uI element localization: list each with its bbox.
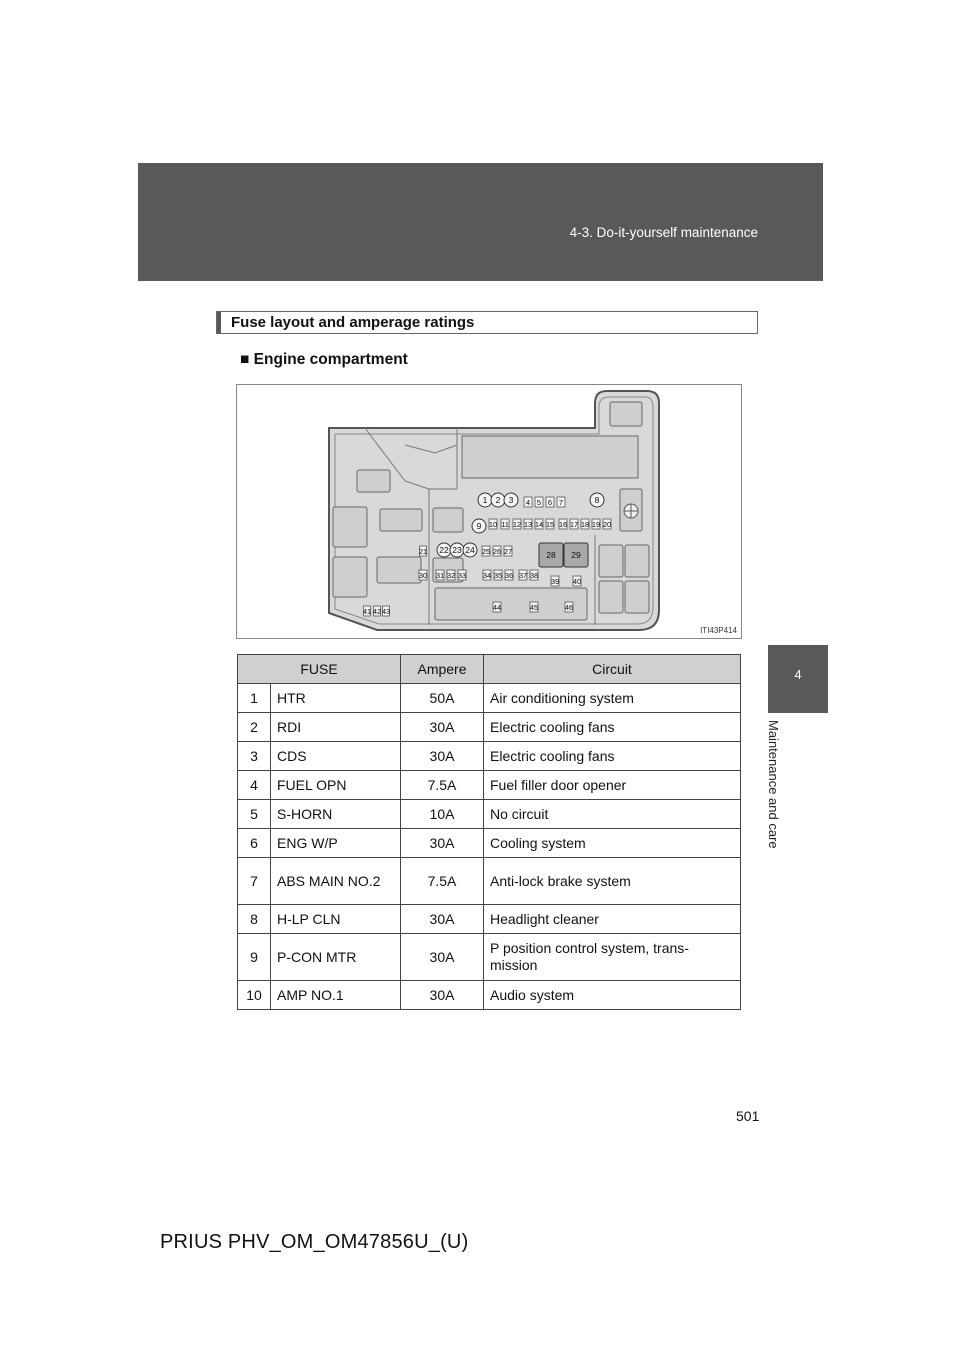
fuse-ampere: 50A [401,684,484,713]
fuse-slot-35 [494,570,502,580]
fuse-slot-1 [478,493,492,507]
table-row [238,934,741,981]
fuse-ampere: 7.5A [401,771,484,800]
fuse-slot-25 [482,546,490,556]
fuse-slot-label: 10 [488,520,498,529]
fuse-number: 8 [238,905,271,934]
fuse-slot-14 [535,519,543,529]
fuse-number: 7 [238,858,271,905]
page-number: 501 [736,1108,760,1124]
fuse-slot-5 [535,497,543,507]
fuse-slot-label: 7 [558,498,564,507]
fuse-slot-label: 16 [558,520,568,529]
relay-block [462,436,638,478]
fuse-slot-label: 1 [482,495,488,505]
table-row [238,771,741,800]
fuse-slot-label: 32 [446,571,456,580]
fuse-box-diagram [236,384,742,639]
fuse-slot-label: 6 [547,498,553,507]
relay-block [610,402,642,426]
fuse-slot-13 [524,519,532,529]
fuse-slot-label: 9 [476,521,482,531]
fuse-slot-30 [419,570,427,580]
chapter-label [766,720,796,870]
fuse-number: 3 [238,742,271,771]
fuse-name: ENG W/P [271,829,401,858]
table-row [238,713,741,742]
fuse-ampere: 10A [401,800,484,829]
fuse-slot-label: 23 [452,545,462,555]
fuse-number: 10 [238,981,271,1010]
heading-accent-bar [217,312,221,333]
fuse-circuit: Electric cooling fans [484,742,741,771]
fuse-slot-label: 15 [545,520,555,529]
fuse-slot-label: 8 [594,495,600,505]
fuse-slot-26 [493,546,501,556]
fuse-slot-44 [493,602,501,612]
header-circuit: Circuit [484,655,741,684]
fuse-number: 1 [238,684,271,713]
section-heading [216,311,758,334]
table-header-row [238,655,741,684]
subheading: ■ Engine compartment [240,351,408,368]
relay-block [625,545,649,577]
fuse-slot-label: 46 [564,603,574,612]
fuse-slot-label: 24 [465,545,475,555]
chapter-number: 4 [794,667,802,682]
fuse-table [237,654,741,1010]
relay-block [380,509,422,531]
fuse-slot-19 [592,519,600,529]
fuse-slot-label: 21 [418,547,428,556]
chapter-tab [768,645,828,713]
fuse-slot-label: 18 [580,520,590,529]
fuse-slot-4 [524,497,532,507]
fuse-slot-label: 28 [546,550,556,560]
fuse-name: FUEL OPN [271,771,401,800]
chapter-label-text: Maintenance and care [766,720,781,849]
relay-block [333,557,367,597]
fuse-slot-label: 13 [523,520,533,529]
fuse-ampere: 30A [401,981,484,1010]
relay-block [333,507,367,547]
fuse-slot-label: 25 [481,547,491,556]
relay-block [625,581,649,613]
fuse-name: AMP NO.1 [271,981,401,1010]
fuse-slot-23 [450,543,464,557]
table-row [238,858,741,905]
fuse-slot-45 [530,602,538,612]
fuse-ampere: 7.5A [401,858,484,905]
fuse-circuit: Audio system [484,981,741,1010]
fuse-slot-37 [519,570,527,580]
footer-model-code: PRIUS PHV_OM_OM47856U_(U) [160,1231,469,1253]
fuse-slot-label: 29 [571,550,581,560]
fuse-name: HTR [271,684,401,713]
section-title: 4-3. Do-it-yourself maintenance [569,225,758,240]
table-row [238,800,741,829]
fuse-slot-11 [501,519,509,529]
fuse-ampere: 30A [401,713,484,742]
fuse-circuit: Cooling system [484,829,741,858]
fuse-name: ABS MAIN NO.2 [271,858,401,905]
fuse-slot-41 [363,606,371,616]
fuse-slot-label: 41 [362,607,372,616]
fuse-slot-label: 5 [536,498,542,507]
fuse-slot-label: 45 [529,603,539,612]
fuse-slot-18 [581,519,589,529]
fuse-slot-label: 19 [591,520,601,529]
fuse-slot-32 [447,570,455,580]
fuse-circuit: P position control system, trans-mission [484,934,741,981]
fuse-slot-24 [463,543,477,557]
fuse-slot-29 [564,543,588,567]
header-band [138,163,823,281]
fuse-slot-34 [483,570,491,580]
fuse-slot-label: 2 [495,495,501,505]
fuse-slot-label: 22 [439,545,449,555]
fuse-slot-label: 17 [569,520,579,529]
fuse-slot-27 [504,546,512,556]
fuse-slot-label: 42 [372,607,382,616]
fuse-slot-17 [570,519,578,529]
fuse-slot-31 [436,570,444,580]
fuse-slot-15 [546,519,554,529]
fuse-circuit: Anti-lock brake system [484,858,741,905]
fuse-slot-label: 20 [602,520,612,529]
fuse-number: 4 [238,771,271,800]
fuse-slot-label: 12 [512,520,522,529]
fuse-slot-20 [603,519,611,529]
fuse-name: RDI [271,713,401,742]
fuse-slot-16 [559,519,567,529]
fuse-slot-label: 3 [508,495,514,505]
fuse-slot-10 [489,519,497,529]
relay-block [377,557,421,583]
fuse-slot-8 [590,493,604,507]
fuse-ampere: 30A [401,905,484,934]
fuse-slot-22 [437,543,451,557]
fuse-slot-label: 40 [572,577,582,586]
fuse-slot-label: 34 [482,571,492,580]
fuse-slot-label: 37 [518,571,528,580]
fuse-slot-21 [419,546,427,556]
fuse-slot-label: 26 [492,547,502,556]
fuse-name: S-HORN [271,800,401,829]
fuse-slot-36 [505,570,513,580]
header-fuse: FUSE [238,655,401,684]
relay-block [357,470,390,492]
fuse-slot-label: 35 [493,571,503,580]
fuse-circuit: Electric cooling fans [484,713,741,742]
fuse-slot-label: 38 [529,571,539,580]
fuse-slot-33 [458,570,466,580]
fuse-slot-label: 31 [435,571,445,580]
fuse-ampere: 30A [401,829,484,858]
fuse-slot-label: 43 [381,607,391,616]
fuse-slot-label: 30 [418,571,428,580]
fuse-ampere: 30A [401,934,484,981]
fuse-circuit: Fuel filler door opener [484,771,741,800]
fuse-circuit: No circuit [484,800,741,829]
fuse-slot-label: 27 [503,547,513,556]
fuse-slot-42 [373,606,381,616]
relay-block [599,545,623,577]
fuse-name: CDS [271,742,401,771]
fuse-slot-3 [504,493,518,507]
fuse-slot-label: 39 [550,577,560,586]
fuse-slot-12 [513,519,521,529]
fuse-slot-label: 11 [501,520,509,529]
table-row [238,829,741,858]
figure-code: ITI43P414 [700,626,737,635]
fuse-slot-6 [546,497,554,507]
fuse-circuit: Headlight cleaner [484,905,741,934]
fuse-number: 9 [238,934,271,981]
fuse-slot-39 [551,576,559,586]
relay-block [433,508,463,532]
fuse-slot-40 [573,576,581,586]
relay-block [599,581,623,613]
fuse-slot-38 [530,570,538,580]
fuse-slot-label: 36 [504,571,514,580]
section-heading-text: Fuse layout and amperage ratings [231,314,475,331]
fuse-name: P-CON MTR [271,934,401,981]
fuse-slot-label: 44 [492,603,502,612]
header-ampere: Ampere [401,655,484,684]
fuse-circuit: Air conditioning system [484,684,741,713]
fuse-box-illustration [237,385,741,638]
fuse-slot-label: 4 [525,498,531,507]
fuse-slot-label: 33 [457,571,467,580]
fuse-slot-label: 14 [534,520,544,529]
fuse-slot-46 [565,602,573,612]
fuse-slot-28 [539,543,563,567]
fuse-slot-43 [382,606,390,616]
table-row [238,905,741,934]
fuse-number: 2 [238,713,271,742]
fuse-slot-9 [472,519,486,533]
table-row [238,981,741,1010]
fuse-slot-7 [557,497,565,507]
table-row [238,684,741,713]
fuse-ampere: 30A [401,742,484,771]
fuse-name: H-LP CLN [271,905,401,934]
table-row [238,742,741,771]
fuse-number: 5 [238,800,271,829]
fuse-number: 6 [238,829,271,858]
fuse-slot-2 [491,493,505,507]
